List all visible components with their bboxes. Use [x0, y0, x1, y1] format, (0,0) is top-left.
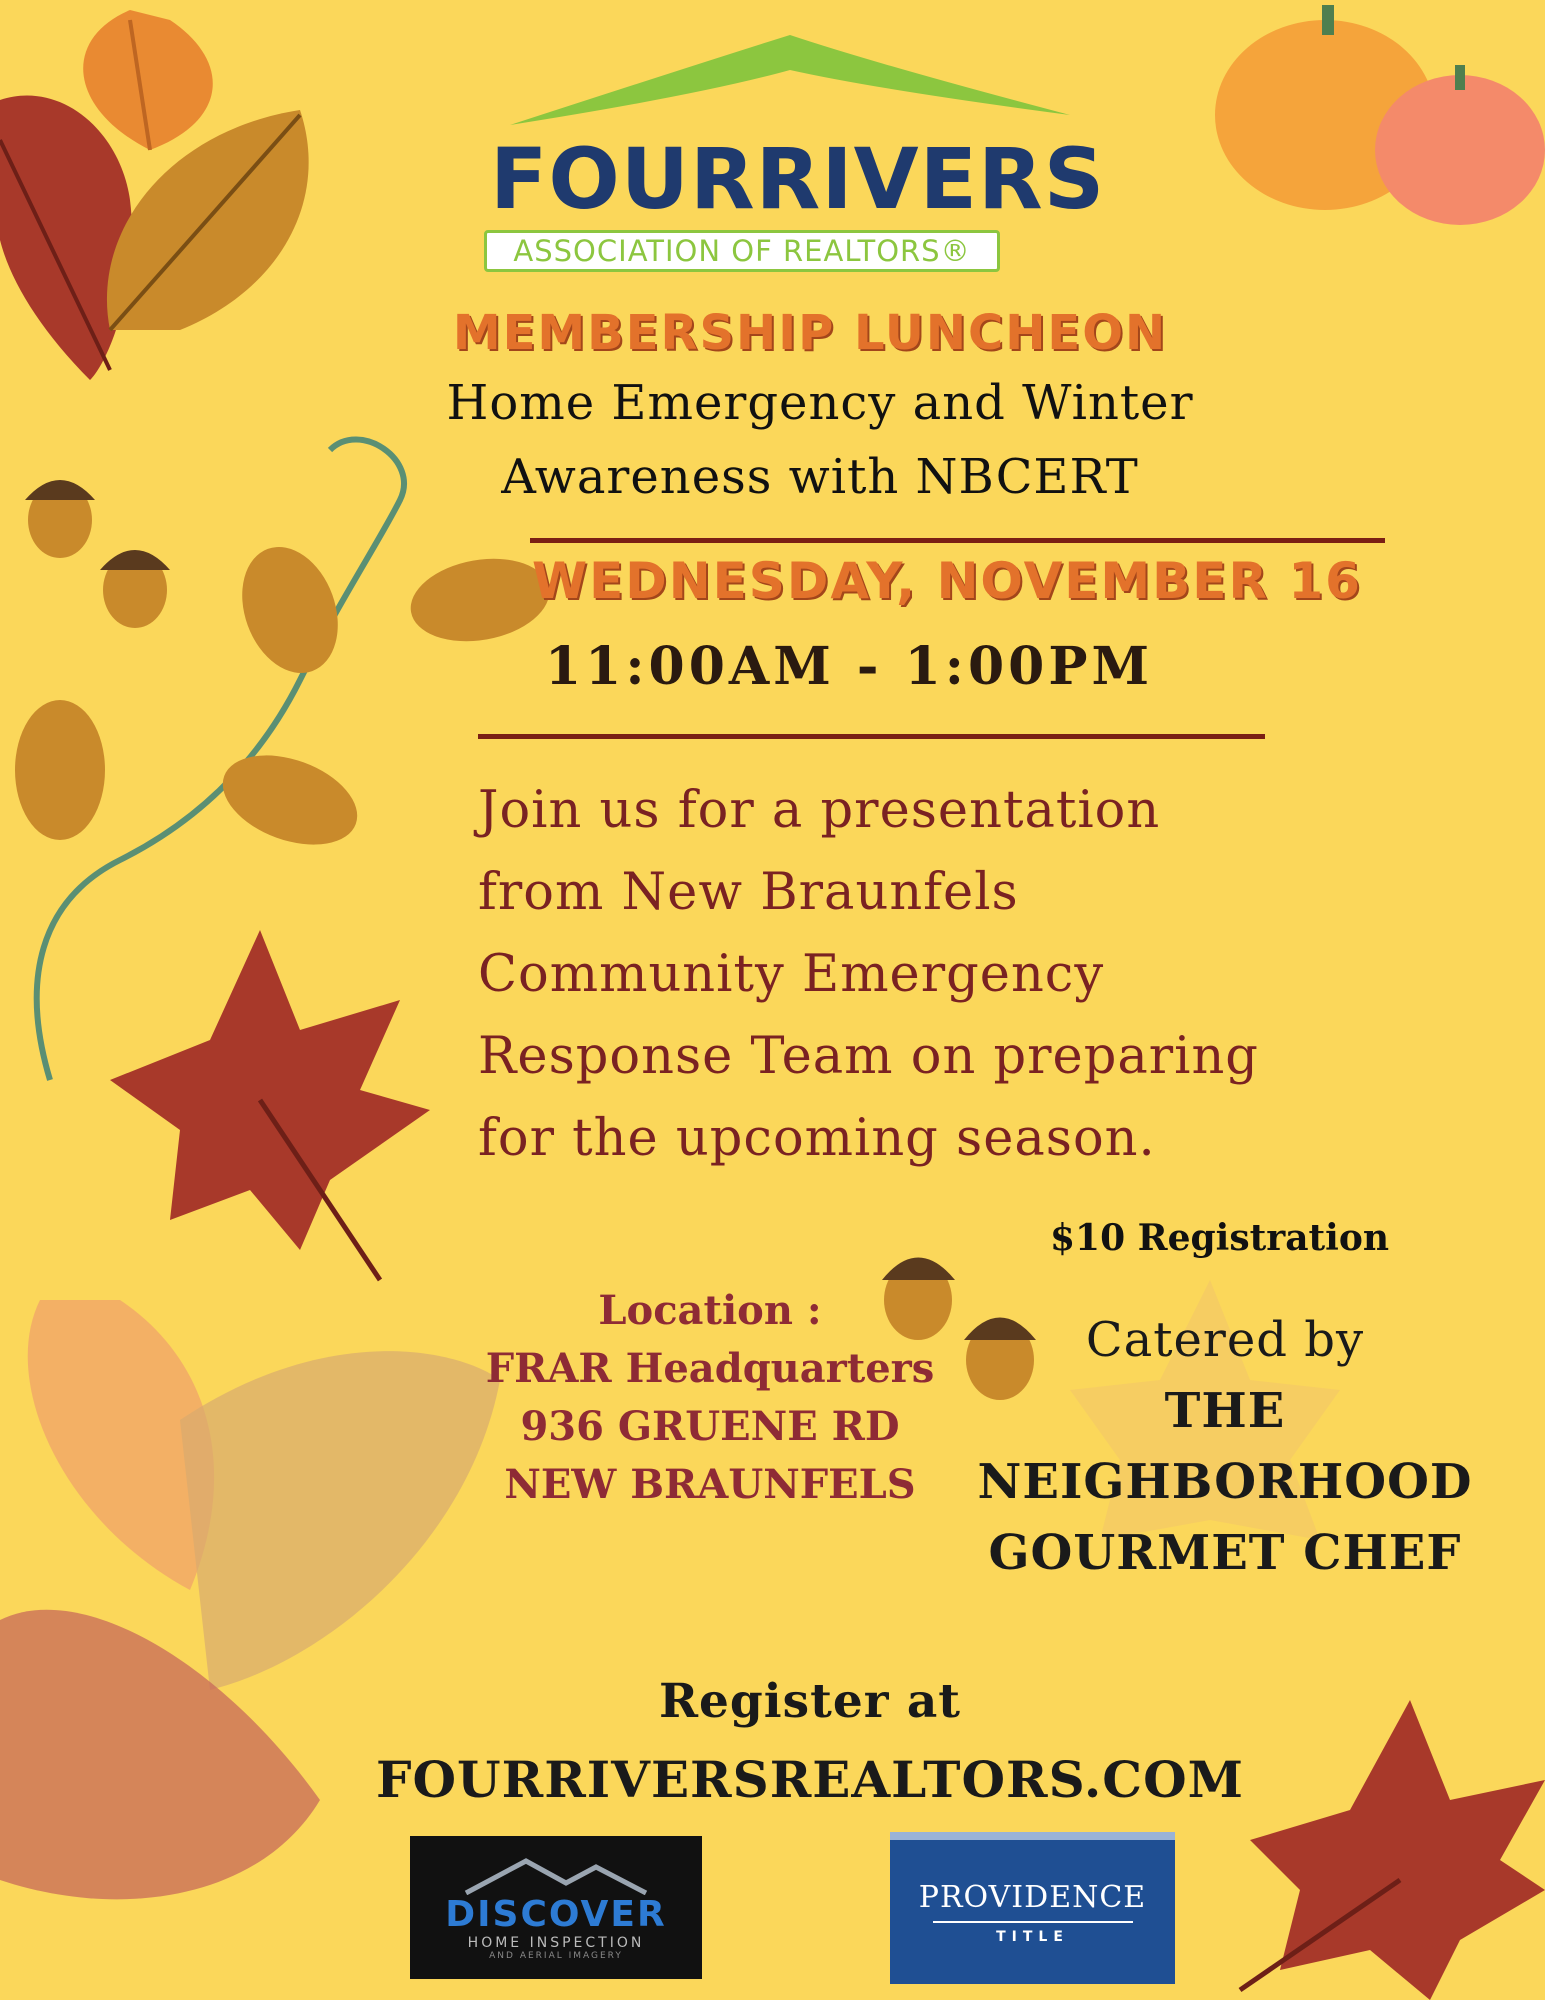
- maple-leaf-icon: [1240, 1700, 1545, 2000]
- catering-block: [965, 1305, 1485, 1589]
- description-line: Response Team on preparing: [478, 1027, 1259, 1086]
- location-street: 936 GRUENE RD: [520, 1403, 900, 1450]
- register-url[interactable]: FOURRIVERSREALTORS.COM: [376, 1750, 1244, 1809]
- event-subtitle-line1: Home Emergency and Winter: [446, 375, 1194, 431]
- leaf-icon: [83, 10, 213, 150]
- four-rivers-logo: [470, 20, 1110, 300]
- caterer-name-line: GOURMET CHEF: [988, 1525, 1462, 1581]
- event-title: MEMBERSHIP LUNCHEON: [452, 305, 1168, 361]
- logo-wordmark: FOURRIVERS: [490, 130, 1106, 228]
- register-label: Register at: [658, 1674, 962, 1729]
- event-subtitle-line2: Awareness with NBCERT: [501, 449, 1139, 505]
- acorn-icon: [25, 480, 95, 558]
- caterer-name-line: THE: [1164, 1383, 1286, 1439]
- location-block: [470, 1282, 950, 1514]
- providence-sub: TITLE: [996, 1928, 1069, 1945]
- logo-tagline: ASSOCIATION OF REALTORS®: [484, 230, 1000, 272]
- discover-name: DISCOVER: [445, 1893, 667, 1935]
- divider-top: [530, 538, 1385, 543]
- event-time: 11:00AM - 1:00PM: [545, 636, 1154, 697]
- providence-divider: [933, 1921, 1133, 1923]
- description-line: Join us for a presentation: [478, 781, 1161, 840]
- divider-bottom: [478, 734, 1265, 739]
- house-icon: [456, 1855, 656, 1895]
- description: [478, 770, 1378, 1180]
- providence-sponsor-logo: [890, 1832, 1175, 1984]
- registration-fee: $10 Registration: [1050, 1217, 1390, 1259]
- leaf-icon: [180, 1351, 500, 1690]
- leaf-icon: [15, 700, 105, 840]
- location-label: Location :: [598, 1287, 822, 1334]
- description-line: for the upcoming season.: [478, 1109, 1156, 1168]
- caterer-name-line: NEIGHBORHOOD: [977, 1454, 1473, 1510]
- event-date: WEDNESDAY, NOVEMBER 16: [532, 552, 1362, 610]
- discover-sub2: AND AERIAL IMAGERY: [489, 1950, 623, 1961]
- location-city: NEW BRAUNFELS: [504, 1461, 916, 1508]
- providence-name: PROVIDENCE: [918, 1879, 1147, 1915]
- discover-sponsor-logo: [410, 1836, 702, 1979]
- description-line: Community Emergency: [478, 945, 1105, 1004]
- roof-icon: [510, 20, 1070, 130]
- leaf-icon: [211, 738, 370, 861]
- leaf-icon: [225, 534, 354, 687]
- location-name: FRAR Headquarters: [485, 1345, 935, 1392]
- leaf-icon: [0, 96, 132, 380]
- description-line: from New Braunfels: [478, 863, 1019, 922]
- acorn-icon: [100, 550, 170, 628]
- discover-sub1: HOME INSPECTION: [467, 1934, 645, 1951]
- catering-intro: Catered by: [1085, 1312, 1365, 1368]
- maple-leaf-icon: [110, 930, 430, 1280]
